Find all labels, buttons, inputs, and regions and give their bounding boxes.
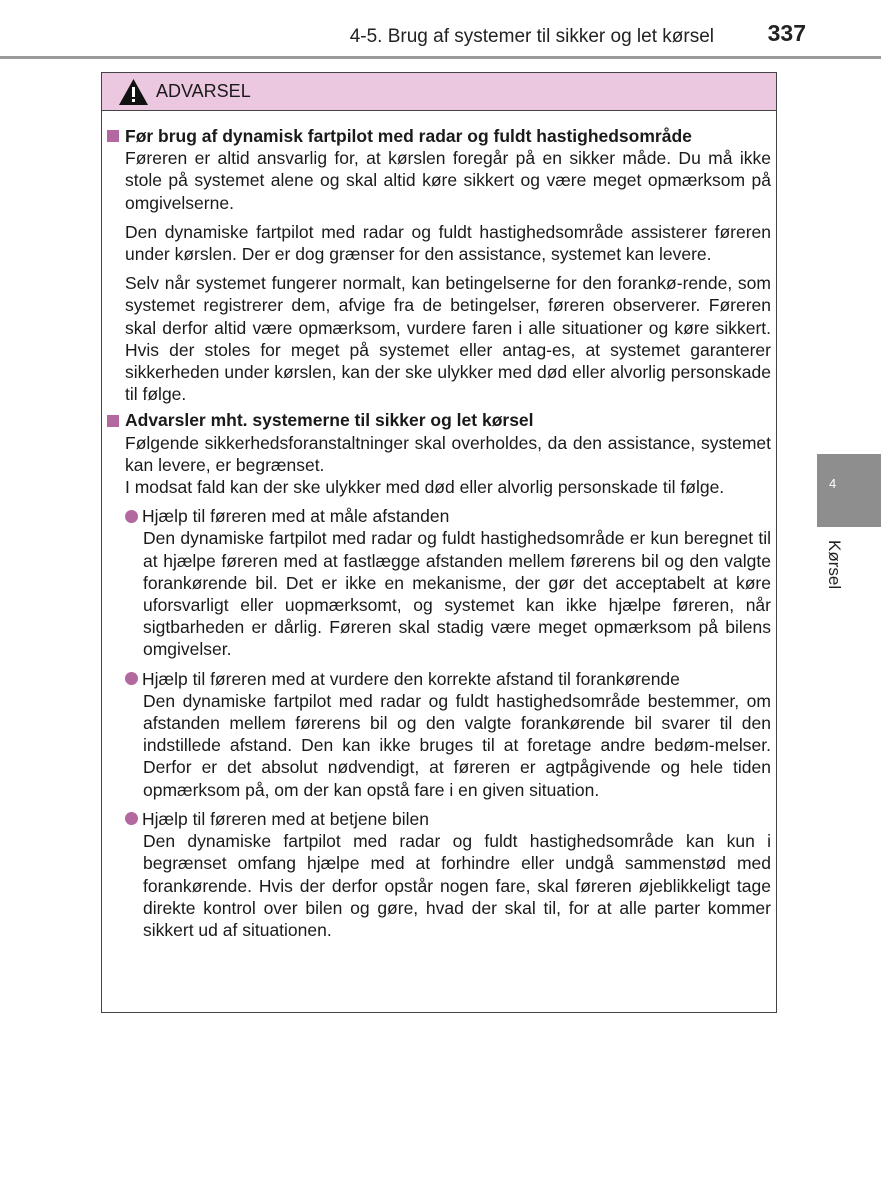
warning-header: [102, 73, 776, 111]
chapter-tab-label: Kørsel: [825, 540, 844, 590]
dot-bullet-icon: [125, 812, 138, 825]
header-divider: [0, 56, 881, 59]
list-item-body: Den dynamiske fartpilot med radar og fuldt hastighedsområde bestemmer, om afstanden mellem førerens bil og den valgte forankørende bil svarer til den indstillede afstand. Den kan ikke bruges til at foretage andre bedøm-melser. Derfor er det absolut nødvendigt, at føreren er agtpågivende og hele tiden opmærksom på, om der kan opstå fare i en given situation.: [143, 690, 771, 800]
list-item: [125, 808, 771, 941]
list-item: [125, 668, 771, 801]
dot-bullet-icon: [125, 510, 138, 523]
list-item-body: Den dynamiske fartpilot med radar og fuldt hastighedsområde kan kun i begrænset omfang hjælpe med at forhindre eller undgå sammenstød med forankørende. Hvis der derfor opstår nogen fare, skal føreren øjeblikkeligt tage direkte kontrol over bilen og gøre, hvad der skal til, for at alle parter kommer sikkert ud af situationen.: [143, 831, 771, 940]
list-item: [125, 505, 771, 660]
paragraph: Føreren er altid ansvarlig for, at kørslen foregår på en sikker måde. Du må ikke stole på systemet alene og skal altid køre sikkert og være meget opmærksom på omgivelserne.: [125, 148, 771, 213]
paragraph: I modsat fald kan der ske ulykker med død eller alvorlig personskade til følge.: [125, 477, 725, 498]
paragraph: Den dynamiske fartpilot med radar og fuldt hastighedsområde assisterer føreren under kørslen. Der er dog grænser for den assistance, systemet kan levere.: [125, 221, 771, 265]
list-item-title: Hjælp til føreren med at måle afstanden: [142, 506, 450, 527]
square-bullet-icon: [107, 130, 119, 142]
warning-title: ADVARSEL: [156, 81, 251, 101]
section-heading: [107, 409, 771, 431]
list-item-heading: [125, 808, 771, 830]
section-heading-text: Advarsler mht. systemerne til sikker og let kørsel: [125, 410, 534, 431]
section-heading: [107, 125, 771, 147]
dot-bullet-icon: [125, 672, 138, 685]
warning-content: [107, 125, 771, 948]
list-item-heading: [125, 668, 771, 690]
page-number: 337: [767, 20, 806, 46]
paragraph: Følgende sikkerhedsforanstaltninger skal overholdes, da den assistance, systemet kan levere, er begrænset.: [125, 432, 771, 475]
paragraph: Selv når systemet fungerer normalt, kan betingelserne for den forankø-rende, som systemet registrerer dem, afvige fra de betingelser, føreren observerer. Føreren skal derfor altid være opmærksom, vurdere faren i alle situationer og køre sikkert. Hvis der stoles for meget på systemet eller antag-es, at systemet garanterer sikkerheden under kørslen, kan der ske ulykker med død eller alvorlig personskade til følge.: [125, 273, 771, 405]
list-item-title: Hjælp til føreren med at vurdere den korrekte afstand til forankørende: [142, 668, 680, 689]
list-item-title: Hjælp til føreren med at betjene bilen: [142, 808, 429, 829]
chapter-title: 4-5. Brug af systemer til sikker og let kørsel: [349, 26, 714, 47]
chapter-tab-number: 4: [829, 476, 837, 491]
warning-triangle-icon: [118, 78, 149, 106]
list-item-body: Den dynamiske fartpilot med radar og fuldt hastighedsområde er kun beregnet til at hjælpe føreren med at fastlægge afstanden mellem førerens bil og den valgte forankørende bil. Det er ikke en mekanisme, der gør det acceptabelt at køre uforsvarligt eller uopmærksomt, og systemet kan ikke hjælpe føreren, når sigtbarheden er dårlig. Føreren skal stadig være meget opmærksom på bilens omgivelser.: [143, 528, 771, 660]
square-bullet-icon: [107, 415, 119, 427]
section-heading-text: Før brug af dynamisk fartpilot med radar og fuldt hastighedsområde: [125, 126, 692, 146]
list-item-heading: [125, 505, 771, 527]
warning-box: [101, 72, 777, 1013]
chapter-tab: [817, 454, 881, 527]
